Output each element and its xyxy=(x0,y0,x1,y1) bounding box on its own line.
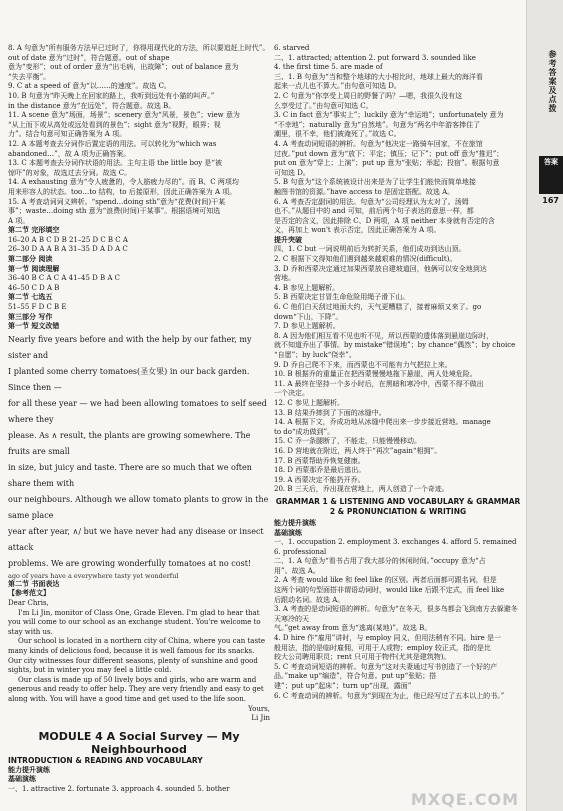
correction-list: ago of years have a everywhere tasty yet wonderful xyxy=(8,571,179,580)
right-answer-line: 三、1. B 句意为“当和整个地球的大小相比时，地球上最大的海洋看 xyxy=(274,72,483,81)
right-answer-line: “自愿”；by luck“侥幸”。 xyxy=(274,351,356,359)
right-answer-line: 18. D 西蒙那乔是最后逃出。 xyxy=(274,466,366,475)
essay-line: please. As ∧ result, the plants are growing somewhere. The fruits are small xyxy=(8,430,251,456)
essay-line: year after year, ∧/ but we have never had any disease or insect attack xyxy=(8,526,264,552)
right-answer-lines xyxy=(274,44,522,495)
sample-essay-label: 【参考范文】 xyxy=(8,589,50,598)
right-answer-line: 提升突破 xyxy=(274,235,302,244)
left-answer-line: “失去平衡”。 xyxy=(8,72,51,81)
right-answer-2-line: 2. A 考查 would like 和 feel like 的区别。两者后面都可跟名词，但是 xyxy=(274,576,497,585)
essay-line: our neighbours. Although we allow tomato plants to grow in the same place xyxy=(8,494,269,520)
right-answer-line: 6. starved xyxy=(274,44,310,52)
letter-paragraph: I'm Li Jin, monitor of Class One, Grade Eleven. I'm glad to hear that you will come to our school as an exchange student. You're welcome to stay with us. xyxy=(8,608,261,636)
ability-heading: 能力提升演练 xyxy=(8,765,50,774)
left-answer-line: 力”。结合句意可知正确答案为 A 项。 xyxy=(8,130,127,139)
right-answer-2-line: 二、1. A 句意为“看书占用了我大部分的休闲时间。”occupy 意为“占 xyxy=(274,557,486,566)
right-answer-line: 15. C 乔一条腿断了，不能走，只能慢慢移动。 xyxy=(274,437,421,446)
left-answer-lines xyxy=(8,44,270,332)
right-answer-line: to do“成功做到”。 xyxy=(274,427,335,436)
right-answer-2-line: 这两个词的句型面搭非谓语动词时，would like 后跟不定式，而 feel like xyxy=(274,586,505,595)
side-title: 参考答案及点拨 xyxy=(548,50,557,113)
left-answer-line: 26–30 D A A B A 31–35 D A D A C xyxy=(8,245,128,254)
right-answer-2-line: 用”。故选 A。 xyxy=(274,566,320,575)
left-answer-line: A 项。 xyxy=(8,216,30,225)
right-answer-line: 2. C 根据下文得知他们遇到越来越艰难的情况(difficult)。 xyxy=(274,255,457,264)
right-answer-line: “不幸地”；naturally 意为“自然地”。句意为“两名中年游客捧住了 xyxy=(274,120,481,129)
right-answer-line: 13. B 结果乔摔到了下面的冰缝中。 xyxy=(274,408,386,417)
right-answer-line: 触图书馆的资源。”have access to 是固定搭配。故选 A。 xyxy=(274,187,455,196)
page-number: 167 xyxy=(542,196,559,205)
signature-closing: Yours, xyxy=(248,704,270,713)
left-answer-line: “从上而下或从高处或远处看到的景色”；sight 意为“视野，眼界；视 xyxy=(8,120,221,129)
right-answer-line: 么享受过了。”由句意可知选 C。 xyxy=(274,101,373,110)
right-answer-line: 6. C 他们白天刮过地面大约，天气更糟糕了，接着麻烦又来了。go xyxy=(274,303,482,312)
answer-tab: 答案 xyxy=(539,156,563,194)
left-answer-line: 14. A exhausting 意为“令人疲惫的，令人筋疲力尽的”。而 B、C 两项均 xyxy=(8,178,239,187)
right-answer-line: 4. A 考查动词短语的辨析。句意为“他决定一路骑车回家，不在旅馆 xyxy=(274,139,483,148)
left-answer-line: 第二节 七选五 xyxy=(8,293,53,302)
left-column xyxy=(8,44,270,795)
essay-line: problems. We are growing wonderfully tomatoes at no cost! xyxy=(8,558,252,568)
left-answer-line: 13. C 本题考查去分词作状语的用法。主句主语 the little boy 是“被 xyxy=(8,159,223,168)
right-answer-2-line: 4. D hire 作“雇用”讲时，与 employ 同义，但用法稍有不同。hire 是一 xyxy=(274,634,501,643)
right-answer-2-line: 6. professional xyxy=(274,547,327,556)
left-answer-line: 意为“变形”；out of order 意为“出毛病，出故障”；out of balance 意为 xyxy=(8,63,239,72)
error-correction-essay xyxy=(8,332,270,572)
left-answer-line: 36–40 B C A C A 41–45 D B A C xyxy=(8,274,121,283)
right-answer-line: 3. D 乔和西蒙决定通过加果西蒙放自建坡道回，他俩可以安全地到达 xyxy=(274,264,487,273)
left-answer-line: 8. A 句意为“所有服务方法早已过时了，你得用现代化的方法，所以要追赶上时代”。out of date 意为“过时”，符合题意。out of shape xyxy=(8,44,270,62)
right-answer-2-line: 建”；put up“起床”；turn up“出现，露面” xyxy=(274,682,412,690)
right-answer-line: 就不知道乔出了事情。by mistake“错误地”；by chance“偶然”；by choice xyxy=(274,341,516,350)
right-answer-line: 潮里，很不幸，他们被淹死了。”故选 C。 xyxy=(274,130,401,139)
right-answer-line: 过夜。”put down 意为“放下；平定；镇压；记下”；put off 意为“推迟”； xyxy=(274,149,504,158)
letter-signature xyxy=(8,705,270,724)
right-answer-2-line: 较大公司聘用职员；rent 只可用于物件(尤其是建筑物)。 xyxy=(274,653,451,662)
module-subtitle: INTRODUCTION & READING AND VOCABULARY xyxy=(8,755,203,765)
right-answer-line: 也不。”从题目中的 and 可知，前后两个句子表达的意思一样，都 xyxy=(274,207,474,216)
left-answer-line: 第三部分 写作 xyxy=(8,312,53,321)
left-answer-line: 第一节 短文改错 xyxy=(8,322,60,331)
right-answer-2-line: 6. C 考查动词的辨析。句意为“到现在为止，他已经写过了五本以上的书。” xyxy=(274,691,505,700)
right-answer-2-line: 气。”get away from 意为“逃离(某地)”。故选 B。 xyxy=(274,624,432,633)
side-strip xyxy=(526,0,563,811)
sample-letter xyxy=(8,599,270,705)
signature-name: Li Jin xyxy=(251,714,270,723)
right-answer-lines-2 xyxy=(274,519,522,701)
right-answer-line: 2. C 句意为“你享受上周日的野餐了吗？—嗯，我很久没有这 xyxy=(274,91,463,100)
right-answer-line: 4. B 参见上题解析。 xyxy=(274,283,340,292)
right-answer-line: 19. A 西蒙决定不能扔开乔。 xyxy=(274,475,365,484)
right-answer-2-line: 能力提升演练 xyxy=(274,518,316,527)
left-answer-line: 第二节 完形填空 xyxy=(8,226,60,235)
grammar-section-title: GRAMMAR 1 & LISTENING AND VOCABULARY & GRAMMAR 2 & PRONUNCIATION & WRITING xyxy=(275,496,521,516)
left-answer-line: 第一节 阅读理解 xyxy=(8,264,60,273)
left-answer-line: 第二部分 阅读 xyxy=(8,255,53,264)
right-answer-line: 是否定的含义，因此排除 C、D 两项，A 项 neither 本身就有否定的含 xyxy=(274,216,495,225)
left-answer-line: 15. A 考查动词词义辨析。“spend…doing sth”意为“花费(时间)干某 xyxy=(8,197,226,206)
right-answer-2-line: 基础演练 xyxy=(274,528,302,537)
right-answer-line: 12. C 参见上题解析。 xyxy=(274,398,344,407)
right-answer-line: 6. A 考查否定副词的用法。句意为“公司经理认为太对了。汤姆 xyxy=(274,197,469,206)
left-answer-line: 事”；waste…doing sth 意为“浪费(时间)干某事”。根据语境可知选 xyxy=(8,207,221,216)
right-answer-line: 9. D 乔自己爬不下来，而西蒙也不可能有力气把拉上来。 xyxy=(274,360,452,369)
left-answer-line: 12. A 本题考查去分词作后置定语的用法。可以转化为“which was xyxy=(8,139,217,148)
right-answer-2-line: 3. A 考查的是动词短语的辨析。句意为“在冬天，很多鸟都会飞到南方去躲避冬天寒冷的天 xyxy=(274,605,518,623)
right-answer-line: 营地。 xyxy=(274,274,295,283)
letter-paragraph: Our school is located in a northern city of China, where you can taste many kinds of delicious food, because it is well famous for its snacks. Our city witnesses four different seasons, plenty of sunshine and good sights, but in winter you may feel a little cold. xyxy=(8,637,266,675)
right-answer-line: 可知选 D。 xyxy=(274,168,310,177)
right-answer-line: 5. B 西蒙决定甘冒生命危险用绳子滑下山。 xyxy=(274,293,410,302)
essay-line: I planted some cherry tomatoes(圣女果) in our back garden. Since then — xyxy=(8,366,250,392)
letter-salutation: Dear Chris, xyxy=(8,599,49,607)
right-answer-2-line: 后跟动名词。故选 A。 xyxy=(274,595,345,604)
left-answer-line: 10. B 句意为“昨天晚上在回家的路上，我听到远处有小猫的叫声。” xyxy=(8,91,215,100)
right-answer-line: 17. B 西蒙帮助乔恢复健康。 xyxy=(274,456,365,465)
left-answer-line: 9. C at a speed of 意为“以……的速度”。故选 C。 xyxy=(8,82,171,91)
essay-corrections xyxy=(8,572,270,580)
right-answer-line: 5. B 句意为“这个系统被设计出来是为了让学生们能快而简单地接 xyxy=(274,178,476,187)
right-answer-2-line: 般用法，指的是临时雇佣，可用于人或物；employ 较正式，指的是比 xyxy=(274,643,491,652)
left-answer-line: 16–20 A B C D B 21–25 D C B C A xyxy=(8,235,128,244)
right-answer-line: put on 意为“穿上；上演”；put up 意为“张贴；举起；投宿”。根据句意 xyxy=(274,159,500,168)
left-answer-line: 46–50 C D A B xyxy=(8,283,60,292)
right-answer-line: 8. A 因为他们相互看不见也听不见，所以西蒙的遗体落到悬崖边际时， xyxy=(274,331,494,340)
right-answer-line: 四、1. C but 一词说明前后为转折关系，他们成功到达山顶。 xyxy=(274,245,466,254)
right-answer-2-line: 5. C 考查动词短语的辨析。句意为“这对夫妻通过写书创造了一个好的产品。”make up“编造”，符合句意。put up“张贴；搭 xyxy=(274,662,498,681)
essay-line: Nearly five years before and with the help by our father, my sister and xyxy=(8,334,252,360)
right-answer-line: 11. A 最终在坚持一个多小时后，在黑暗和寒冷中，西蒙不得不做出 xyxy=(274,379,484,388)
right-answer-line: 义，再加上 won't 表示否定，因此正确答案为 A 项。 xyxy=(274,226,441,235)
right-answer-line: 7. D 参见上题解析。 xyxy=(274,322,340,331)
right-answer-line: 20. B 三天后，乔出现在营地上，两人创造了一个奇迹。 xyxy=(274,485,449,494)
right-answer-line: down“下山，下降”。 xyxy=(274,312,343,321)
left-answer-line: 11. A scene 意为“场面，场景”；scenery 意为“风景，景色”；view 意为 xyxy=(8,111,240,120)
vocab-answer-line: 一、1. attractive 2. fortunate 3. approach 4. sounded 5. bother xyxy=(8,784,230,793)
right-answer-line: 14. A 根据下文，乔成功地从冰缝中爬出来一步步接近营地。manage xyxy=(274,418,491,427)
watermark-logo: MXQE.COM xyxy=(410,790,519,810)
right-answer-line: 一个决定。 xyxy=(274,389,309,398)
essay-line: in size, but juicy and taste. There are so much that we often share them with xyxy=(8,462,252,488)
left-answer-line: abandoned…”，故 A 项为正确答案。 xyxy=(8,149,131,158)
basic-heading: 基础演练 xyxy=(8,775,36,784)
right-answer-line: 10. B 根据乔的重量正在把西蒙慢慢地拖下悬崖，两人处境危险。 xyxy=(274,370,477,379)
right-answer-2-line: 一、1. occupation 2. employment 3. exchanges 4. afford 5. remained xyxy=(274,538,517,547)
left-answer-line: in the distance 意为“在远处”，符合题意。故选 B。 xyxy=(8,101,176,110)
essay-line: for all these year — we had been allowing tomatoes to self seed where they xyxy=(8,398,267,424)
right-answer-line: 起来一点儿也不算大。”由句意可知选 D。 xyxy=(274,82,401,91)
left-answer-line: 用来形容人的状态。too…to 结构，to 后接原形，因此正确答案为 A 项。 xyxy=(8,187,237,196)
letter-paragraph: Our class is made up of 50 lively boys and girls, who are warm and generous and ready to offer help. They are very friendly and easy to get along with. You will have a good time and get used to the life soon. xyxy=(8,675,264,703)
right-answer-line: 3. C in fact 意为“事实上”；luckily 意为“幸运地”；unfortunately 意为 xyxy=(274,111,504,120)
left-answer-line: 惊吓”的对象，故选过去分词。故选 C。 xyxy=(8,168,132,177)
module-title: MODULE 4 A Social Survey — My Neighbourhood xyxy=(38,729,240,756)
right-column xyxy=(274,44,522,701)
right-answer-line: 4. the first time 5. are made of xyxy=(274,63,383,72)
right-answer-line: 二、1. attracted; attention 2. put forward 3. sounded like xyxy=(274,53,476,62)
writing-section-heading: 第二节 书面表达 xyxy=(8,579,60,588)
left-answer-line: 51–55 F D C B E xyxy=(8,303,67,312)
right-answer-line: 16. D 营地就在附近，两人终于“再次”again“相拥”。 xyxy=(274,446,442,455)
